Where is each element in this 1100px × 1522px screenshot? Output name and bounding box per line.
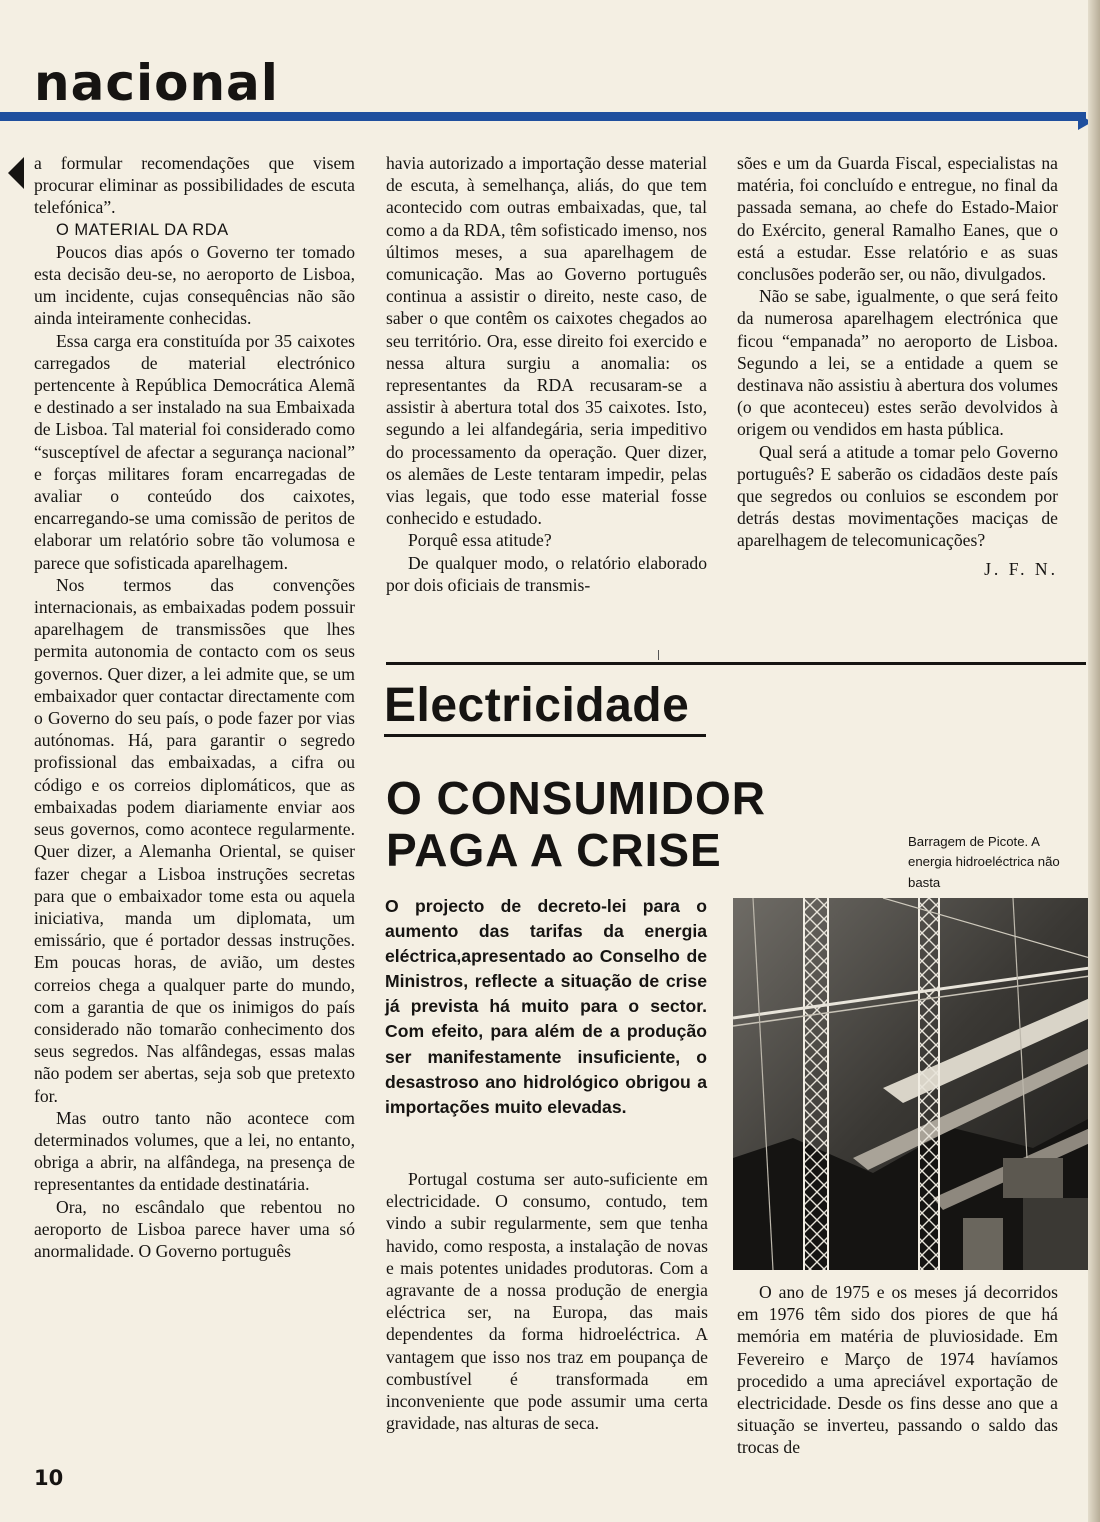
paragraph: De qualquer modo, o relatório elaborado por dois oficiais de transmis-	[386, 552, 707, 595]
paragraph: Qual será a atitude a tomar pelo Governo português? E saberão os cidadãos deste país que segredos ou conluios se escondem por detrás destas movimentações maciças de aparelhagem de telecomunicações?	[737, 441, 1058, 551]
subhead: O MATERIAL DA RDA	[56, 220, 229, 239]
paragraph: Mas outro tanto não acontece com determinados volumes, que a lei, no entanto, obriga a abrir, na alfândega, na presença de representantes da entidade destinatária.	[34, 1107, 355, 1195]
paragraph: sões e um da Guarda Fiscal, especialistas na matéria, foi concluído e entregue, no final da passada semana, ao chefe do Estado-Maior do Exército, general Ramalho Eanes, que o está a estudar. Esse relatório e as suas conclusões poderão ser, ou não, divulgados.	[737, 153, 1058, 285]
page-number: 10	[34, 1466, 64, 1490]
photo-caption: Barragem de Picote. A energia hidroeléctrica não basta	[908, 834, 1060, 890]
left-article-column-1	[34, 152, 355, 1262]
section-title: nacional	[34, 54, 279, 112]
right-article-column-1	[386, 1168, 708, 1434]
article-divider	[386, 662, 1086, 665]
continued-arrow-icon	[8, 157, 24, 189]
kicker-underline	[384, 734, 706, 737]
right-article-column-2	[737, 1281, 1058, 1459]
paragraph: Portugal costuma ser auto-suficiente em electricidade. O consumo, contudo, tem vindo a subir regularmente, sem que tenha havido, como resposta, a instalação de novas e mais potentes unidades produtoras. Com a agravante de a nossa produção de energia eléctrica ser, na Europa, das mais dependentes da forma hidroeléctrica. A vantagem que isso nos traz em poupança de combustível é transformada em inconveniente que pode assumir uma certa gravidade, nas alturas de seca.	[386, 1169, 708, 1434]
paragraph: Porquê essa atitude?	[408, 530, 552, 551]
section-rule	[0, 112, 1086, 121]
paragraph: havia autorizado a importação desse material de escuta, à semelhança, aliás, do que tem acontecido com outras embaixadas, que, tal como a da RDA, têm sofisticado imenso, nos últimos meses, a sua aparelhagem de comunicação. Mas ao Governo português continua a assistir o direito, neste caso, de saber o que contêm os caixotes chegados ao seu território. Ora, esse direito foi exercido e nessa altura surgiu a anomalia: os representantes da RDA recusaram-se a assistir à abertura total dos 35 caixotes. Isto, segundo a lei alfandegária, seria impeditivo do processamento da operação. Quer dizer, os alemães de Leste tentaram impedir, pelas vias legais, que todo esse material fosse conhecido e estudado.	[386, 153, 707, 529]
article-lead: O projecto de decreto-lei para o aumento das tarifas da energia eléctrica,apresentado ao Conselho de Ministros, reflecte a situação de crise já prevista há muito para o sector. Com efeito, para além de a produção ser manifestamente insuficiente, o desastroso ano hidrológico obrigou a importações muito elevadas.	[385, 896, 707, 1117]
left-article-column-2	[386, 152, 707, 596]
page-binding-edge	[1088, 0, 1100, 1522]
article-headline: O CONSUMIDOR PAGA A CRISE	[386, 772, 766, 876]
left-article-column-3	[737, 152, 1058, 580]
paragraph: O ano de 1975 e os meses já decorridos em 1976 têm sido dos piores de que há memória em matéria de pluviosidade. Em Fevereiro e Março de 1974 havíamos procedido a uma apreciável exportação de electricidade. Desde os fins desse ano que a situação se inverteu, passando o saldo das trocas de	[737, 1282, 1058, 1458]
paragraph: Essa carga era constituída por 35 caixotes carregados de material electrónico pertencente à República Democrática Alemã e destinado a ser instalado na sua Embaixada de Lisboa. Tal material foi considerado como “susceptível de afectar a segurança nacional” e forças militares foram encarregadas de avaliar o conteúdo dos caixotes, encarregando-se uma comissão de peritos de elaborar um relatório sobre tão volumosa e parece que sofisticada aparelhagem.	[34, 330, 355, 573]
article-kicker: Electricidade	[384, 679, 690, 732]
paragraph: Ora, no escândalo que rebentou no aeroporto de Lisboa parece haver uma só anormalidade. O Governo português	[34, 1196, 355, 1261]
paragraph: Poucos dias após o Governo ter tomado esta decisão deu-se, no aeroporto de Lisboa, um incidente, cujas consequências não são ainda inteiramente conhecidas.	[34, 241, 355, 329]
paragraph: Não se sabe, igualmente, o que será feito da numerosa aparelhagem electrónica que ficou “empanada” no aeroporto de Lisboa. Segundo a lei, se a entidade a quem se destinava não assistiu à abertura dos volumes (o que aconteceu) estes serão devolvidos à origem ou vendidos em hasta pública.	[737, 286, 1058, 440]
paragraph: Nos termos das convenções internacionais, as embaixadas podem possuir aparelhagem de transmissões que lhes permita autonomia de contacto com os seus governos. Quer dizer, a lei admite que, se um embaixador quer contactar directamente com o Governo do seu país, o pode fazer por vias autónomas. Há, para garantir o segredo profissional das embaixadas, a cifra ou código e os correios diplomáticos, que as embaixadas podem diariamente enviar aos seus governos, como acontece regularmente. Quer dizer, a Alemanha Oriental, se quiser fazer chegar a Lisboa instruções secretas para que o embaixador tome esta ou aquela iniciativa, manda um diplomata, um emissário, que é portador dessas instruções. Em poucas horas, de avião, um destes correios chega a qualquer parte do mundo, com a garantia de que os inimigos do país considerado não tomarão conhecimento dos seus segredos. Nas alfândegas, essas malas não podem ser abertas, seja sob que pretexto for.	[34, 574, 355, 1106]
author-signature: J. F. N.	[984, 558, 1058, 579]
divider-mark	[658, 650, 659, 660]
dam-photo	[733, 898, 1090, 1270]
continued-paragraph: a formular recomendações que visem procurar eliminar as possibilidades de escuta telefónica”.	[34, 153, 355, 218]
